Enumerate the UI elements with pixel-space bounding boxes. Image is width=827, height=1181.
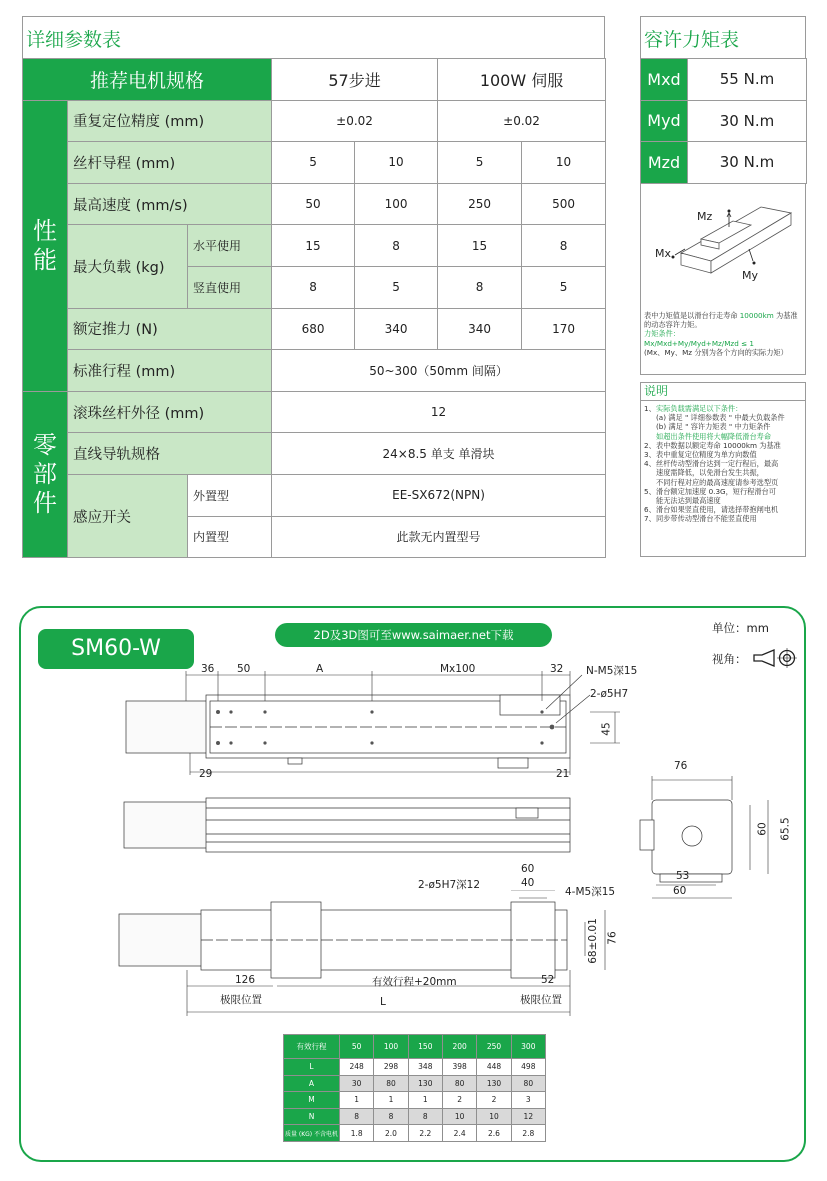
- remark-item: [644, 459, 803, 468]
- remark-text: 同步带传动型滑台不能竖直使用: [656, 514, 757, 524]
- cell: 2: [442, 1092, 476, 1109]
- dim-stroke-20: 有效行程+20mm: [372, 976, 457, 988]
- note-text: Mx/Mxd+My/Myd+Mz/Mzd ≤ 1: [644, 338, 754, 348]
- stroke-header-row: [284, 1035, 546, 1059]
- cell: 1: [374, 1092, 408, 1109]
- remark-item: [644, 441, 803, 450]
- row-stroke: [23, 350, 606, 392]
- moment-key: Mxd: [641, 59, 688, 101]
- cell: 80: [442, 1075, 476, 1092]
- cell: 200: [442, 1035, 476, 1059]
- value: 340: [355, 308, 438, 350]
- value: 8: [522, 225, 606, 267]
- label-sensor: 感应开关: [68, 474, 188, 557]
- motor-servo: 100W 伺服: [438, 59, 606, 101]
- dim-h7: 2-ø5H7: [590, 688, 629, 700]
- dim-65-5: 65.5: [779, 817, 792, 841]
- moment-row: [641, 142, 807, 184]
- remark-number: 2、: [644, 440, 656, 450]
- cell: 2.0: [374, 1125, 408, 1142]
- remark-number: [644, 413, 656, 422]
- remark-number: [644, 496, 656, 505]
- remark-item: [644, 478, 803, 487]
- cell: 2: [477, 1092, 511, 1109]
- dim-21: 21: [556, 768, 570, 780]
- value: EE-SX672(NPN): [272, 474, 606, 516]
- motor-header: 推荐电机规格: [23, 59, 272, 101]
- cell: N: [284, 1108, 340, 1125]
- remark-text: 能无法达到最高速度: [656, 496, 721, 506]
- note-text: 为基准的动态容许力矩。: [644, 311, 798, 330]
- label-sensor-external: 外置型: [188, 474, 272, 516]
- dim-126: 126: [235, 974, 256, 986]
- label-sensor-internal: 内置型: [188, 516, 272, 558]
- moment-title: 容许力矩表: [644, 29, 740, 51]
- label-load-vertical: 竖直使用: [188, 266, 272, 308]
- remark-text: 实际负载需满足以下条件：: [656, 404, 743, 413]
- cell: 150: [408, 1035, 442, 1059]
- value: ±0.02: [438, 100, 606, 142]
- remark-number: 4、: [644, 459, 656, 469]
- value: 24×8.5 单支 单滑块: [272, 433, 606, 475]
- value: ±0.02: [272, 100, 438, 142]
- stroke-row: [284, 1059, 546, 1076]
- cell: 2.8: [511, 1125, 545, 1142]
- cell: 80: [374, 1075, 408, 1092]
- value: 8: [355, 225, 438, 267]
- moment-row: [641, 59, 807, 101]
- side-view-drawing: [120, 790, 580, 860]
- cell: 30: [340, 1075, 374, 1092]
- cell: 250: [477, 1035, 511, 1059]
- cell: 100: [374, 1035, 408, 1059]
- cell: 448: [477, 1059, 511, 1076]
- remark-number: [644, 422, 656, 431]
- remark-item: [644, 404, 803, 413]
- dim-60: 60: [756, 822, 769, 836]
- dim-a: A: [316, 663, 324, 675]
- moment-value: 30 N.m: [688, 142, 807, 184]
- remark-text: 滑台额定加速度 0.3G，短行程滑台可: [656, 486, 776, 496]
- category-parts: 零部件: [23, 391, 68, 557]
- dim-top-60: 60: [521, 863, 535, 875]
- remark-number: 6、: [644, 505, 656, 515]
- cell: 348: [408, 1059, 442, 1076]
- model-name: SM60-W: [71, 636, 161, 661]
- dim-50: 50: [237, 663, 251, 675]
- label-speed: 最高速度 (mm/s): [68, 183, 272, 225]
- cell: 8: [408, 1108, 442, 1125]
- cell: 10: [442, 1108, 476, 1125]
- remarks-list: [641, 401, 805, 524]
- cell: 3: [511, 1092, 545, 1109]
- category-performance: 性能: [23, 100, 68, 391]
- dim-68: 68±0.01: [586, 918, 599, 964]
- spec-table: [22, 58, 606, 558]
- value: 50~300（50mm 间隔）: [272, 350, 606, 392]
- value: 12: [272, 391, 606, 433]
- cell: 80: [511, 1075, 545, 1092]
- row-repeat: [23, 100, 606, 142]
- dim-h7d12: 2-ø5H7深12: [418, 879, 481, 891]
- remarks-box: [640, 382, 806, 557]
- cell: 2.6: [477, 1125, 511, 1142]
- moment-note: [644, 311, 804, 357]
- dim-53: 53: [676, 870, 690, 882]
- remark-number: 3、: [644, 450, 656, 460]
- remark-item: [644, 487, 803, 496]
- row-sensor-ext: [23, 474, 606, 516]
- stroke-row: [284, 1075, 546, 1092]
- limit-left: 极限位置: [220, 994, 262, 1006]
- remark-text: 滑台如果竖直使用，请选择带抱闸电机: [656, 505, 779, 515]
- remark-text: 速度需降低，以免滑台发生共振，: [656, 468, 764, 478]
- cell: 300: [511, 1035, 545, 1059]
- remark-number: 7、: [644, 514, 656, 524]
- dim-top-40: 40: [521, 877, 535, 889]
- cell: 298: [374, 1059, 408, 1076]
- dim-45: 45: [600, 722, 613, 736]
- dim-mx100: Mx100: [440, 663, 476, 675]
- cell: 有效行程: [284, 1035, 340, 1059]
- moment-key: Myd: [641, 100, 688, 142]
- remark-number: 5、: [644, 486, 656, 496]
- value: 15: [272, 225, 355, 267]
- moment-title-box: [640, 16, 806, 58]
- top-view-drawing: [120, 665, 640, 780]
- value: 5: [355, 266, 438, 308]
- moment-diagram-box: [640, 183, 806, 375]
- view-label: 视角：: [712, 652, 747, 666]
- cell: 2.4: [442, 1125, 476, 1142]
- motor-stepper: 57步进: [272, 59, 438, 101]
- spec-header-row: [23, 59, 606, 101]
- dim-m5d15: 4-M5深15: [565, 886, 616, 898]
- mx-label: Mx: [655, 247, 672, 260]
- remark-text: 表中数据以额定寿命 10000km 为基准: [656, 440, 781, 450]
- mz-label: Mz: [697, 210, 713, 223]
- row-thrust: [23, 308, 606, 350]
- value: 5: [272, 142, 355, 184]
- label-stroke: 标准行程 (mm): [68, 350, 272, 392]
- cell: 498: [511, 1059, 545, 1076]
- stroke-table: [283, 1034, 546, 1142]
- remark-text: (a) 满足 " 详细参数表 " 中最大负载条件: [656, 413, 785, 423]
- value: 8: [272, 266, 355, 308]
- moment-row: [641, 100, 807, 142]
- row-rail: [23, 433, 606, 475]
- dim-nm5: N-M5深15: [586, 665, 638, 677]
- cell: 130: [477, 1075, 511, 1092]
- label-lead: 丝杆导程 (mm): [68, 142, 272, 184]
- label-screw: 滚珠丝杆外径 (mm): [68, 391, 272, 433]
- moment-table: [640, 58, 807, 184]
- value: 340: [438, 308, 522, 350]
- remark-item: [644, 432, 803, 441]
- my-label: My: [742, 269, 759, 282]
- remark-item: [644, 505, 803, 514]
- label-thrust: 额定推力 (N): [68, 308, 272, 350]
- moment-axes-diagram: [641, 183, 805, 293]
- moment-key: Mzd: [641, 142, 688, 184]
- value: 680: [272, 308, 355, 350]
- dim-52: 52: [541, 974, 555, 986]
- remark-text: 如超出条件使用将大幅降低滑台寿命: [656, 431, 772, 441]
- dim-l: L: [380, 996, 386, 1008]
- value: 250: [438, 183, 522, 225]
- row-speed: [23, 183, 606, 225]
- cell: L: [284, 1059, 340, 1076]
- cell: 12: [511, 1108, 545, 1125]
- note-text: 表中力矩值是以滑台行走寿命: [644, 311, 740, 320]
- value: 170: [522, 308, 606, 350]
- value: 100: [355, 183, 438, 225]
- value: 10: [522, 142, 606, 184]
- dim-36: 36: [201, 663, 215, 675]
- remark-item: [644, 450, 803, 459]
- spec-title: 详细参数表: [26, 29, 122, 51]
- row-load-h: [23, 225, 606, 267]
- moment-value: 30 N.m: [688, 100, 807, 142]
- remark-item: [644, 413, 803, 422]
- label-rail: 直线导轨规格: [68, 433, 272, 475]
- dim-60b: 60: [673, 885, 687, 897]
- stroke-row: [284, 1108, 546, 1125]
- cell: 1: [340, 1092, 374, 1109]
- note-text: (Mx、My、Mz 分别为各个方向的实际力矩）: [644, 347, 788, 357]
- dim-32: 32: [550, 663, 564, 675]
- value: 8: [438, 266, 522, 308]
- cell: 1: [408, 1092, 442, 1109]
- remark-number: 1、: [644, 404, 656, 413]
- value: 15: [438, 225, 522, 267]
- stroke-row: [284, 1125, 546, 1142]
- projection-icon: [752, 648, 798, 668]
- dim-29: 29: [199, 768, 213, 780]
- remark-number: [644, 468, 656, 477]
- value: 5: [522, 266, 606, 308]
- limit-right: 极限位置: [520, 994, 562, 1006]
- download-link[interactable]: [275, 623, 552, 647]
- cell: 2.2: [408, 1125, 442, 1142]
- cell: 1.8: [340, 1125, 374, 1142]
- remark-item: [644, 468, 803, 477]
- row-lead: [23, 142, 606, 184]
- cell: 50: [340, 1035, 374, 1059]
- remark-text: 丝杆传动型滑台达到一定行程后，最高: [656, 459, 779, 469]
- cell: 248: [340, 1059, 374, 1076]
- model-badge: [38, 629, 194, 669]
- dim-76: 76: [674, 760, 688, 772]
- row-screw: [23, 391, 606, 433]
- end-view-drawing: [630, 770, 780, 905]
- remark-item: [644, 422, 803, 431]
- cell: 8: [374, 1108, 408, 1125]
- note-text: 10000km: [739, 311, 774, 320]
- remark-number: [644, 478, 656, 487]
- value: 500: [522, 183, 606, 225]
- remark-item: [644, 514, 803, 523]
- remark-item: [644, 496, 803, 505]
- stroke-row: [284, 1092, 546, 1109]
- remarks-title: 说明: [641, 383, 805, 401]
- cell: 130: [408, 1075, 442, 1092]
- note-text: 力矩条件：: [644, 329, 680, 339]
- value: 50: [272, 183, 355, 225]
- download-text: 2D及3D图可至www.saimaer.net下载: [313, 628, 514, 642]
- remark-text: 不同行程对应的最高速度请参考选型页: [656, 477, 779, 487]
- cell: 398: [442, 1059, 476, 1076]
- cell: M: [284, 1092, 340, 1109]
- cell: 10: [477, 1108, 511, 1125]
- value: 此款无内置型号: [272, 516, 606, 558]
- spec-title-box: [22, 16, 605, 58]
- label-repeat: 重复定位精度 (mm): [68, 100, 272, 142]
- cell: 8: [340, 1108, 374, 1125]
- remark-number: [644, 432, 656, 441]
- value: 5: [438, 142, 522, 184]
- dim-76b: 76: [606, 931, 619, 945]
- label-load-horizontal: 水平使用: [188, 225, 272, 267]
- cell: 质量 (KG) 不含电机: [284, 1125, 340, 1142]
- cell: A: [284, 1075, 340, 1092]
- unit-label: 单位：mm: [712, 621, 769, 635]
- label-load: 最大负载 (kg): [68, 225, 188, 308]
- remark-text: (b) 满足 " 容许力矩表 " 中力矩条件: [656, 422, 771, 432]
- value: 10: [355, 142, 438, 184]
- moment-value: 55 N.m: [688, 59, 807, 101]
- remark-text: 表中重复定位精度为单方向数值: [656, 450, 757, 460]
